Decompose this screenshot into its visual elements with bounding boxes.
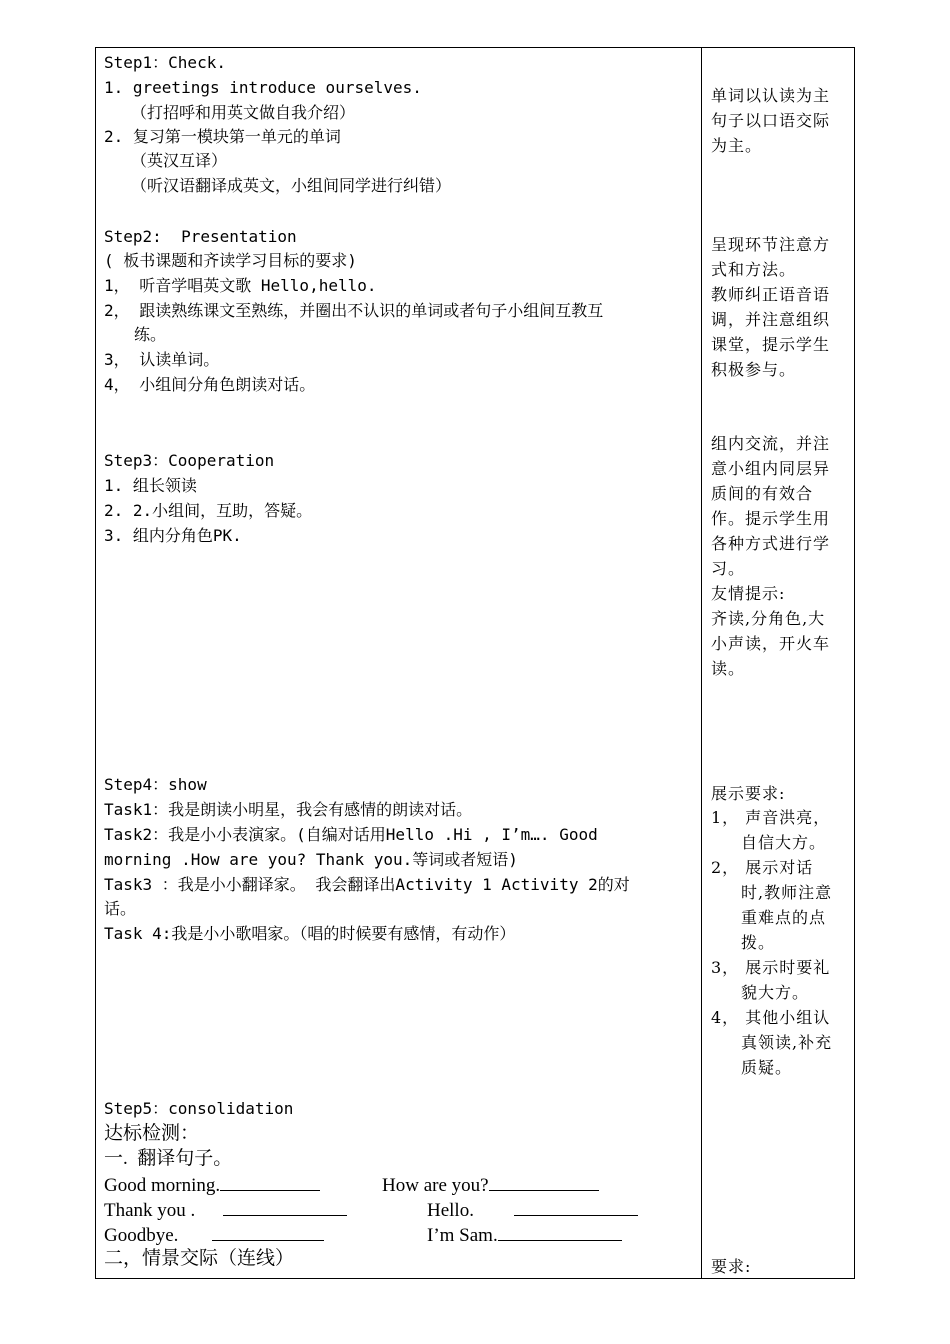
step1-item-1-note: （打招呼和用英文做自我介绍） xyxy=(131,103,356,122)
step4-side-line: 1， 声音洪亮， xyxy=(711,808,831,827)
translate-item xyxy=(382,1172,599,1198)
step2-item: 4， 小组间分角色朗读对话。 xyxy=(104,375,316,394)
step3-side-line: 小声读，开火车 xyxy=(711,634,831,653)
translate-prompt: Hello. xyxy=(427,1200,474,1221)
translate-prompt: Goodbye. xyxy=(104,1225,179,1246)
step4-task: Task 4:我是小小歌唱家。（唱的时候要有感情，有动作） xyxy=(104,924,516,943)
step5-section-1: 一. 翻译句子。 xyxy=(104,1148,233,1169)
translate-prompt: Good morning. xyxy=(104,1175,221,1196)
step4-side-line: 貌大方。 xyxy=(741,983,810,1002)
step3-side-line: 读。 xyxy=(711,659,746,678)
step2-side-line: 积极参与。 xyxy=(711,360,797,379)
step4-task: Task1：我是朗读小明星，我会有感情的朗读对话。 xyxy=(104,800,473,819)
step4-title: Step4：show xyxy=(104,775,207,794)
step2-side-line: 呈现环节注意方 xyxy=(711,235,831,254)
step4-side-line: 2， 展示对话 xyxy=(711,858,814,877)
step1-side-line: 单词以认读为主 xyxy=(711,86,831,105)
step4-side-line: 4， 其他小组认 xyxy=(711,1008,831,1027)
step4-task-continued: 话。 xyxy=(104,899,137,918)
answer-blank[interactable] xyxy=(514,1197,638,1216)
translate-prompt: How are you? xyxy=(382,1175,489,1196)
translate-item xyxy=(427,1197,638,1223)
step5-heading: 达标检测： xyxy=(104,1123,200,1144)
step1-item-2-note-2: （听汉语翻译成英文，小组间同学进行纠错） xyxy=(131,176,452,195)
step4-side-line: 时,教师注意 xyxy=(741,883,833,902)
translate-prompt: Thank you . xyxy=(104,1200,196,1221)
step3-title: Step3：Cooperation xyxy=(104,451,275,470)
step4-side-line: 拨。 xyxy=(741,933,776,952)
step3-side-line: 质间的有效合 xyxy=(711,484,814,503)
step1-item-1: 1. greetings introduce ourselves. xyxy=(104,78,422,97)
step2-side-line: 调，并注意组织 xyxy=(711,310,831,329)
translate-prompt: I’m Sam. xyxy=(427,1225,498,1246)
translate-item xyxy=(427,1222,622,1248)
step1-title: Step1：Check. xyxy=(104,53,226,72)
step2-side-line: 教师纠正语音语 xyxy=(711,285,831,304)
step5-title: Step5：consolidation xyxy=(104,1099,294,1118)
step2-side-line: 课堂，提示学生 xyxy=(711,335,831,354)
step3-side-line: 友情提示: xyxy=(711,584,786,603)
answer-blank[interactable] xyxy=(220,1172,320,1191)
translate-item xyxy=(104,1172,320,1198)
step3-side-line: 各种方式进行学 xyxy=(711,534,831,553)
step3-item: 2. 2.小组间，互助，答疑。 xyxy=(104,501,313,520)
step2-side-line: 式和方法。 xyxy=(711,260,797,279)
translate-item xyxy=(104,1222,324,1248)
step2-item-continued: 练。 xyxy=(134,325,167,344)
step1-side-line: 句子以口语交际 xyxy=(711,111,831,130)
step4-side-line: 重难点的点 xyxy=(741,908,827,927)
answer-blank[interactable] xyxy=(223,1197,347,1216)
answer-blank[interactable] xyxy=(498,1222,622,1241)
step1-side-line: 为主。 xyxy=(711,136,763,155)
step4-task-continued: morning .How are you? Thank you.等词或者短语) xyxy=(104,850,518,869)
column-divider xyxy=(701,47,702,1279)
step3-side-line: 习。 xyxy=(711,559,746,578)
step3-side-line: 组内交流，并注 xyxy=(711,434,831,453)
step1-item-2-note-1: （英汉互译） xyxy=(131,151,228,170)
step3-side-line: 意小组内同层异 xyxy=(711,459,831,478)
step3-item: 1. 组长领读 xyxy=(104,476,197,495)
step4-side-title: 展示要求: xyxy=(711,784,786,803)
step4-side-line: 自信大方。 xyxy=(741,833,827,852)
step2-item: 3， 认读单词。 xyxy=(104,350,220,369)
answer-blank[interactable] xyxy=(212,1222,324,1241)
step5-section-2: 二，情景交际（连线） xyxy=(104,1248,295,1269)
step5-side-note: 要求: xyxy=(711,1257,752,1276)
step2-intro: ( 板书课题和齐读学习目标的要求) xyxy=(104,251,357,270)
step2-item: 1， 听音学唱英文歌 Hello,hello. xyxy=(104,276,377,295)
step4-side-line: 质疑。 xyxy=(741,1058,793,1077)
step3-side-line: 作。提示学生用 xyxy=(711,509,831,528)
step4-side-line: 真领读,补充 xyxy=(741,1033,833,1052)
step4-side-line: 3， 展示时要礼 xyxy=(711,958,831,977)
step1-item-2: 2. 复习第一模块第一单元的单词 xyxy=(104,127,341,146)
step2-item: 2， 跟读熟练课文至熟练，并圈出不认识的单词或者句子小组间互教互 xyxy=(104,301,604,320)
step4-task: Task2：我是小小表演家。(自编对话用Hello .Hi , I’m…. Good xyxy=(104,825,598,844)
step3-item: 3. 组内分角色PK. xyxy=(104,526,242,545)
step3-side-line: 齐读,分角色,大 xyxy=(711,609,826,628)
step2-title: Step2: Presentation xyxy=(104,227,297,246)
translate-item xyxy=(104,1197,347,1223)
answer-blank[interactable] xyxy=(489,1172,599,1191)
step4-task: Task3 ：我是小小翻译家。 我会翻译出Activity 1 Activity 2的对 xyxy=(104,875,630,894)
